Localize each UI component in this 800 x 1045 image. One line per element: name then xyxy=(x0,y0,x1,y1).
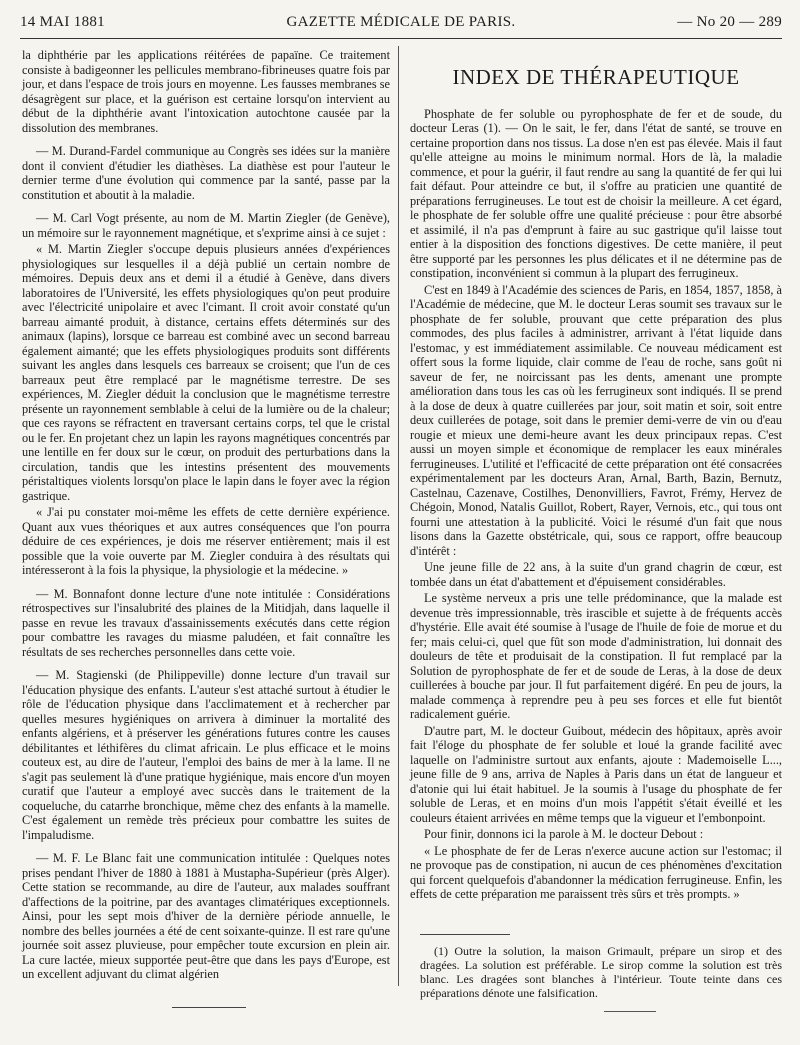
page-header xyxy=(20,14,782,36)
page-number: — No 20 — 289 xyxy=(677,14,782,30)
paragraph-bonnafont: — M. Bonnafont donne lecture d'une note intitulée : Considérations rétrospectives sur l'insalubrité des plaines de la Mitidjah, dans laquelle il passe en revue les travaux d'assainissements exécutés dans cette région pour combattre les ravages du miasme paludéen, et fait connaître les résultats de ses recherches personnelles dans cette voie. xyxy=(22,586,390,659)
left-column xyxy=(22,48,390,982)
paragraph-debout-quote: « Le phosphate de fer de Leras n'exerce aucune action sur l'estomac; il ne provoque pas de constipation, ni aucun de ces phénomènes d'excitation qui forcent quelquefois d'abandonner la médication ferrugineuse. Enfin, les effets de cette préparation me paraissent très sûrs et très prompts. » xyxy=(410,843,782,901)
footnote xyxy=(420,944,782,1000)
paragraph-durand-fardel: — M. Durand-Fardel communique au Congrès ses idées sur la manière dont il convient d'étudier les diathèses. La diathèse est pour l'auteur le dernier terme d'une évolution qui commence par la santé, passe par la constitution et aboutit à la maladie. xyxy=(22,144,390,202)
paragraph-case-young-girl: Une jeune fille de 22 ans, à la suite d'un grand chagrin de cœur, est tombée dans un état d'abattement et d'épuisement considérables. xyxy=(410,560,782,589)
paragraph-papaine: la diphthérie par les applications réitérées de papaïne. Ce traitement consiste à badigeonner les pellicules membrano-fibrineuses quatre fois par jour, et dans l'espace de trois jours en moyenne. Les fausses membranes se désagrègent sur place, et la guérison est certaine lorsqu'on intervient au début de la diphthérie avant l'intoxication autochtone causée par la dissolution des membranes. xyxy=(22,48,390,135)
paragraph-stagienski: — M. Stagienski (de Philippeville) donne lecture d'un travail sur l'éducation physique des enfants. L'auteur s'est attaché surtout à étudier le rôle de l'éducation physique dans l'acclimatement et à rechercher par quelles mesures hygiéniques on arrivera à diminuer la mortalité des enfants algériens, et à préserver les générations futures contre les causes débilitantes et léthifères du climat africain. Le plus efficace et le moins couteux est, au dire de l'auteur, l'emploi des bains de mer à la lame. Il ne s'agit pas seulement là d'une pratique hygiénique, mais encore d'un moyen curatif que l'auteur a employé avec succès dans le traitement de la coqueluche, du catarrhe bronchique, même chez des enfants à la mamelle. C'est également un remède très précieux pour combattre les suites de l'impaludisme. xyxy=(22,668,390,842)
publication-title: GAZETTE MÉDICALE DE PARIS. xyxy=(286,14,516,30)
paragraph-carl-vogt: — M. Carl Vogt présente, au nom de M. Martin Ziegler (de Genève), un mémoire sur le rayonnement magnétique, et s'exprime ainsi à ce sujet : xyxy=(22,211,390,240)
paragraph-leras-history: C'est en 1849 à l'Académie des sciences de Paris, en 1854, 1857, 1858, à l'Académie de médecine, que M. le docteur Leras soumit ses travaux sur le phosphate de fer soluble, prouvant que cette préparation des plus commodes, des plus faciles à administrer, arrivant à l'état liquide dans l'estomac, y est immédiatement assimilable. Ce nouveau médicament est offert sous la forme liquide, clair comme de l'eau de roche, sans goût ni saveur de fer, ne noircissant pas les dents, amenant une prompte amélioration dans tous les cas où les ferrugineux sont indiqués. Il se prend à la dose de deux à quatre cuillerées par jour, soit matin et soir, soit entre deux cuillerées de potage, soit dans le premier demi-verre de vin ou d'eau rougie et mieux une demi-heure avant les deux principaux repas. C'est aussi un moyen simple et économique de remplacer les eaux minérales ferrugineuses. L'utilité et l'efficacité de cette préparation ont été consacrées expérimentalement par les docteurs Aran, Arnal, Barth, Bazin, Bernutz, Castelnau, Cazenave, Costilhes, Denonvilliers, Favrot, Frémy, Hervez de Chégoin, Monod, Natalis Guillot, Robert, Rayer, Vernois, etc., qui tous ont fourni une attestation à la publicité. Voici le résumé d'un fait que nous lisons dans la Gazette obstétricale, qui, sous ce rapport, offre beaucoup d'intérêt : xyxy=(410,282,782,558)
paragraph-le-blanc: — M. F. Le Blanc fait une communication intitulée : Quelques notes prises pendant l'hiver de 1880 à 1881 à Mustapha-Supérieur (près Alger). Cette station se recommande, au dire de l'auteur, aux malades souffrant d'affections de la poitrine, par des avantages climatériques exceptionnels. Ainsi, pour les sept mois d'hiver de la dernière période annuelle, le nombre des belles journées a été de cent soixante-quinze. Il est rare qu'une journée soit assez pluvieuse, pour empêcher toute excursion en plein air. La cure lactée, mieux supportée peut-être que dans les pays d'Europe, est un excellent adjuvant du climat algérien xyxy=(22,851,390,981)
paragraph-debout-intro: Pour finir, donnons ici la parole à M. le docteur Debout : xyxy=(424,827,704,841)
section-title: INDEX DE THÉRAPEUTIQUE xyxy=(452,65,740,89)
right-column xyxy=(410,48,782,902)
paragraph-ziegler-quote: « M. Martin Ziegler s'occupe depuis plusieurs années d'expériences physiologiques sur lesquelles il a déjà publié un certain nombre de mémoires. Depuis deux ans et demi il a étudié à Genève, dans divers laboratoires de l'Université, les effets physiologiques qu'on peut produire avec l'électricité unipolaire et avec l'cimant. Il croit avoir constaté qu'un barreau aimanté produit, à distance, certains effets déterminés sur des animaux (lapins), lorsque ce barreau est combiné avec un second barreau également aimanté; que les effets physiologiques produits sont différents suivant les angles dans lesquels ces barreaux se croisent; que l'un de ces barreaux peut être remplacé par le magnétisme terrestre. De ses expériences, M. Ziegler déduit la conclusion que le magnétisme terrestre présente un rayonnement semblable à celui de la lumière ou de la chaleur; que ces rayons se réfractent en traversant certains corps, tel que le cristal ou le fer. En projetant chez un lapin les rayons magnétiques concentrés par une lentille en fer doux sur le cœur, on produit des perturbations dans la circulation, tandis que les intestins présentent des mouvements péristaltiques violents lorsqu'on place le lapin dans le foyer avec la région gastrique. xyxy=(22,242,390,503)
paragraph-phosphate-intro: Phosphate de fer soluble ou pyrophosphate de fer et de soude, du docteur Leras (1). — On le sait, le fer, dans l'état de santé, se trouve en certaine proportion dans nos tissus. La dose n'en est pas élevée. Mais il faut qu'elle atteigne au moins le minimum normal. Hors de là, la maladie commence, et pour la guérir, il faut rendre au sang la quantité de fer qui lui fait défaut. Pour atteindre ce but, il s'offre au praticien une quantité de préparations ferrugineuses. Le tout est de choisir la meilleure. A cet égard, le phosphate de fer soluble offre une qualité précieuse : pour être absorbé et assimilé, il n'a pas d'emprunt à faire au suc gastrique qu'il laisse tout entier à la disposition des fonctions digestives. De cette manière, il peut être supporté par les personnes les plus délicates et il ne détermine pas de constipation, inconvénient si commun à la plupart des ferrugineux. xyxy=(410,106,782,280)
paragraph-case-nervous: Le système nerveux a pris une telle prédominance, que la malade est devenue très impressionnable, très irascible et sujette à de fréquents accès d'hystérie. Elle avait été soumise à l'usage de l'huile de foie de morue et du fer; mais celui-ci, quel que fût son mode d'administration, lui donnait des douleurs de tête et produisait de la constipation. Il fut remplacé par la Solution de pyrophosphate de fer et de soude de Leras, à la dose de deux cuillerées à bouche par jour. Il fut parfaitement digéré. En peu de jours, la malade commença à reprendre peu à peu ses forces et elle fut bientôt radicalement guérie. xyxy=(410,591,782,721)
footnote-text: (1) Outre la solution, la maison Grimault, prépare un sirop et des dragées. La solution est préférable. Le sirop comme la solution est très blanc. Les dragées sont blanches à l'intérieur. Toute teinte dans ces préparations dénote une falsification. xyxy=(420,944,782,1000)
footnote-rule xyxy=(420,934,510,935)
paragraph-ziegler-conclusion: « J'ai pu constater moi-même les effets de cette dernière expérience. Quant aux vues théoriques et aux autres conséquences que l'on pourra déduire de ces expériences, je dois me réserver entièrement; mais il est possible que la voie ouverte par M. Ziegler conduira à des résultats qui intéresseront à la fois la physique, la physiologie et la médecine. » xyxy=(22,505,390,577)
left-end-rule xyxy=(172,1007,246,1008)
issue-date: 14 MAI 1881 xyxy=(20,14,105,30)
header-rule xyxy=(20,38,782,39)
column-divider xyxy=(398,46,399,986)
right-end-rule xyxy=(604,1011,656,1012)
paragraph-guibout: D'autre part, M. le docteur Guibout, médecin des hôpitaux, après avoir fait l'éloge du phosphate de fer soluble et loué la grande facilité avec laquelle on l'administre surtout aux enfants, ajoute : Mademoiselle L..., jeune fille de 9 ans, arriva de Naples à Paris dans un état de langueur et d'atonie qui lui était habituel. Je la soumis à l'usage du phosphate de fer soluble de Leras, et en moins d'un mois l'appétit s'était éveillé et les couleurs étaient arrivées en même temps que la vigueur et l'embonpoint. xyxy=(410,723,782,825)
